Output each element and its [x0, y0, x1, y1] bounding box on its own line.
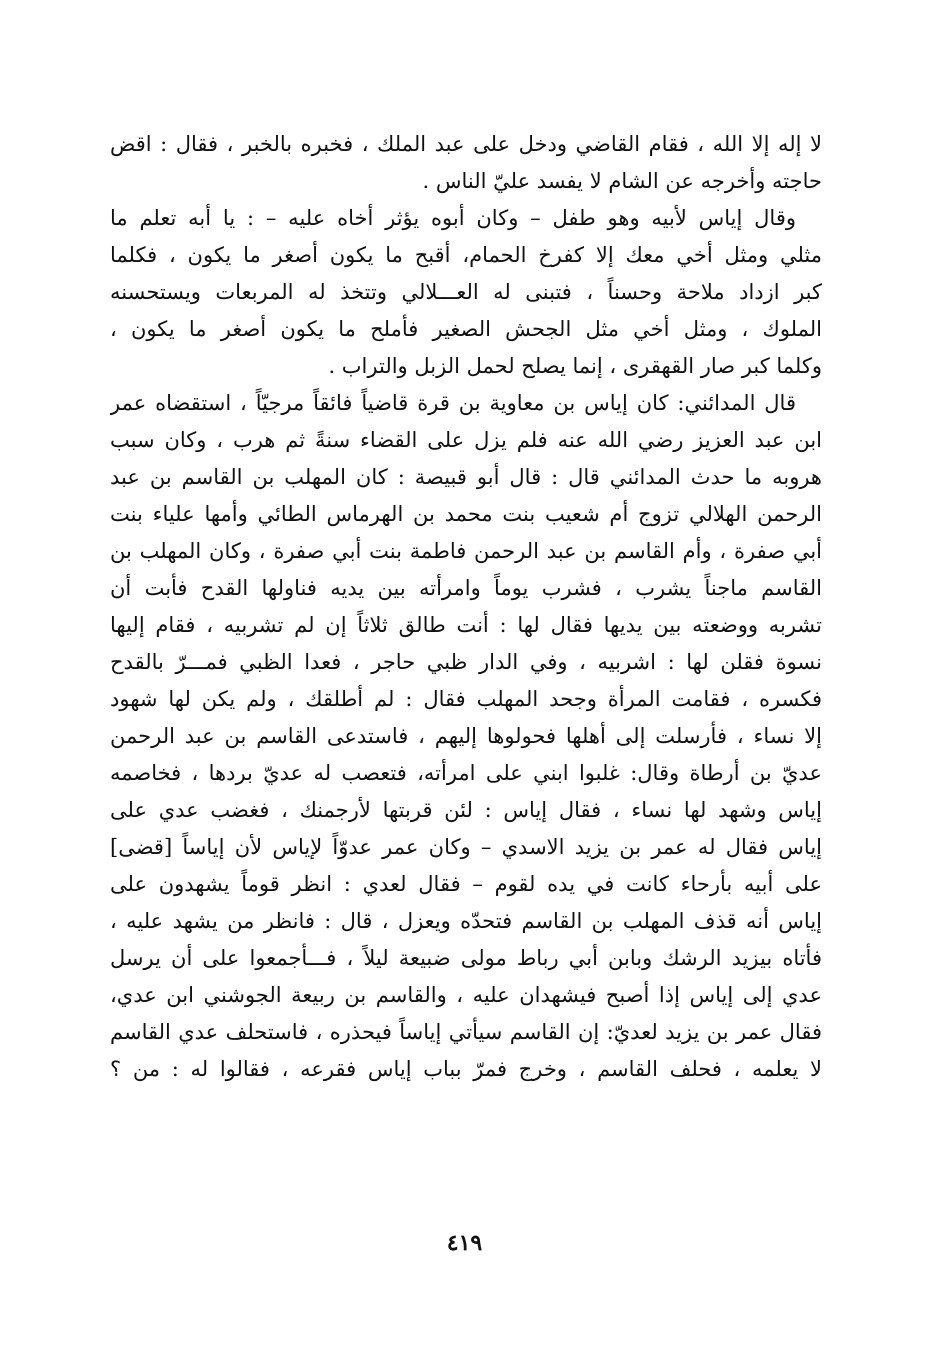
text-line: لا يعلمه ، فحلف القاسم ، وخرج فمرّ بباب إياس فقرعه ، فقالوا له : من ؟ [110, 1057, 822, 1081]
text-line: وكلما كبر صار القهقرى ، إنما يصلح لحمل الزبل والتراب . [328, 354, 822, 378]
text-line: إياس فقال له عمر بن يزيد الاسدي – وكان عمر عدوّاً لإياس لأن إياساً [قضى] [110, 835, 822, 859]
text-line: ابن عبد العزيز رضي الله عنه فلم يزل على القضاء سنةً ثم هرب ، وكان سبب [110, 428, 822, 452]
text-line: لا إله إلا الله ، فقام القاضي ودخل على عبد الملك ، فخبره بالخبر ، فقال : اقض [110, 132, 822, 156]
text-line: فقال عمر بن يزيد لعديّ: إن القاسم سيأتي إياساً فيحذره ، فاستحلف عدي القاسم [110, 1020, 822, 1044]
text-line: تشربه ووضعته بين يديها فقال لها : أنت طالق ثلاثاً إن لم تشربيه ، فقام إليها [110, 613, 822, 637]
text-line: عديّ بن أرطاة وقال: غلبوا ابني على امرأته، فتعصب له عديّ بردها ، فخاصمه [110, 761, 822, 785]
text-line: مثلي ومثل أخي معك إلا كفرخ الحمام، أقبح ما يكون أصغر ما يكون ، فكلما [110, 243, 822, 267]
text-line: نسوة فقلن لها : اشربيه ، وفي الدار ظبي حاجر ، فعدا الظبي فمـــرّ بالقدح [110, 650, 822, 674]
text-line: إلا نساء ، فأرسلت إلى أهلها فحولوها إليهم ، فاستدعى القاسم بن عبد الرحمن [110, 724, 822, 748]
text-line: فكسره ، فقامت المرأة وجحد المهلب فقال : لم أطلقك ، ولم يكن لها شهود [110, 687, 822, 711]
text-line: القاسم ماجناً يشرب ، فشرب يوماً وامرأته بين يديه فناولها القدح فأبت أن [110, 576, 822, 600]
text-line: أبي صفرة ، وأم القاسم بن عبد الرحمن فاطمة بنت أبي صفرة ، وكان المهلب بن [110, 539, 822, 563]
text-line: إياس أنه قذف المهلب بن القاسم فتحدّه ويعزل ، قال : فانظر من يشهد عليه ، [110, 909, 822, 933]
text-line: الرحمن الهلالي تزوج أم شعيب بنت محمد بن الهرماس الطائي وأمها علياء بنت [110, 502, 822, 526]
page-number: ٤١٩ [446, 1230, 483, 1256]
text-line: حاجته وأخرجه عن الشام لا يفسد عليّ الناس . [422, 169, 822, 193]
text-line: على أبيه بأرحاء كانت في يده لقوم – فقال لعدي : انظر قوماً يشهدون على [110, 872, 822, 896]
text-line: وقال إياس لأبيه وهو طفل – وكان أبوه يؤثر أخاه عليه – : يا أبه تعلم ما [110, 206, 796, 230]
text-line: إياس وشهد لها نساء ، فقال إياس : لئن قربتها لأرجمنك ، فغضب عدي على [110, 798, 822, 822]
body-text [110, 126, 822, 1088]
text-line: كبر ازداد ملاحة وحسناً ، فتبنى له العـــلالي وتتخذ له المربعات ويستحسنه [110, 280, 822, 304]
text-line: هروبه ما حدث المدائني قال : قال أبو قبيصة : كان المهلب بن القاسم بن عبد [110, 465, 822, 489]
text-line: فأتاه بيزيد الرشك وبابن أبي رباط مولى ضبيعة ليلاً ، فـــأجمعوا على أن يرسل [110, 946, 822, 970]
text-line: قال المدائني: كان إياس بن معاوية بن قرة قاضياً فائقاً مرجيّاً ، استقضاه عمر [110, 391, 796, 415]
text-line: الملوك ، ومثل أخي مثل الجحش الصغير فأملح ما يكون أصغر ما يكون ، [110, 317, 822, 341]
text-line: عدي إلى إياس إذا أصبح فيشهدان عليه ، والقاسم بن ربيعة الجوشني ابن عدي، [110, 983, 822, 1007]
